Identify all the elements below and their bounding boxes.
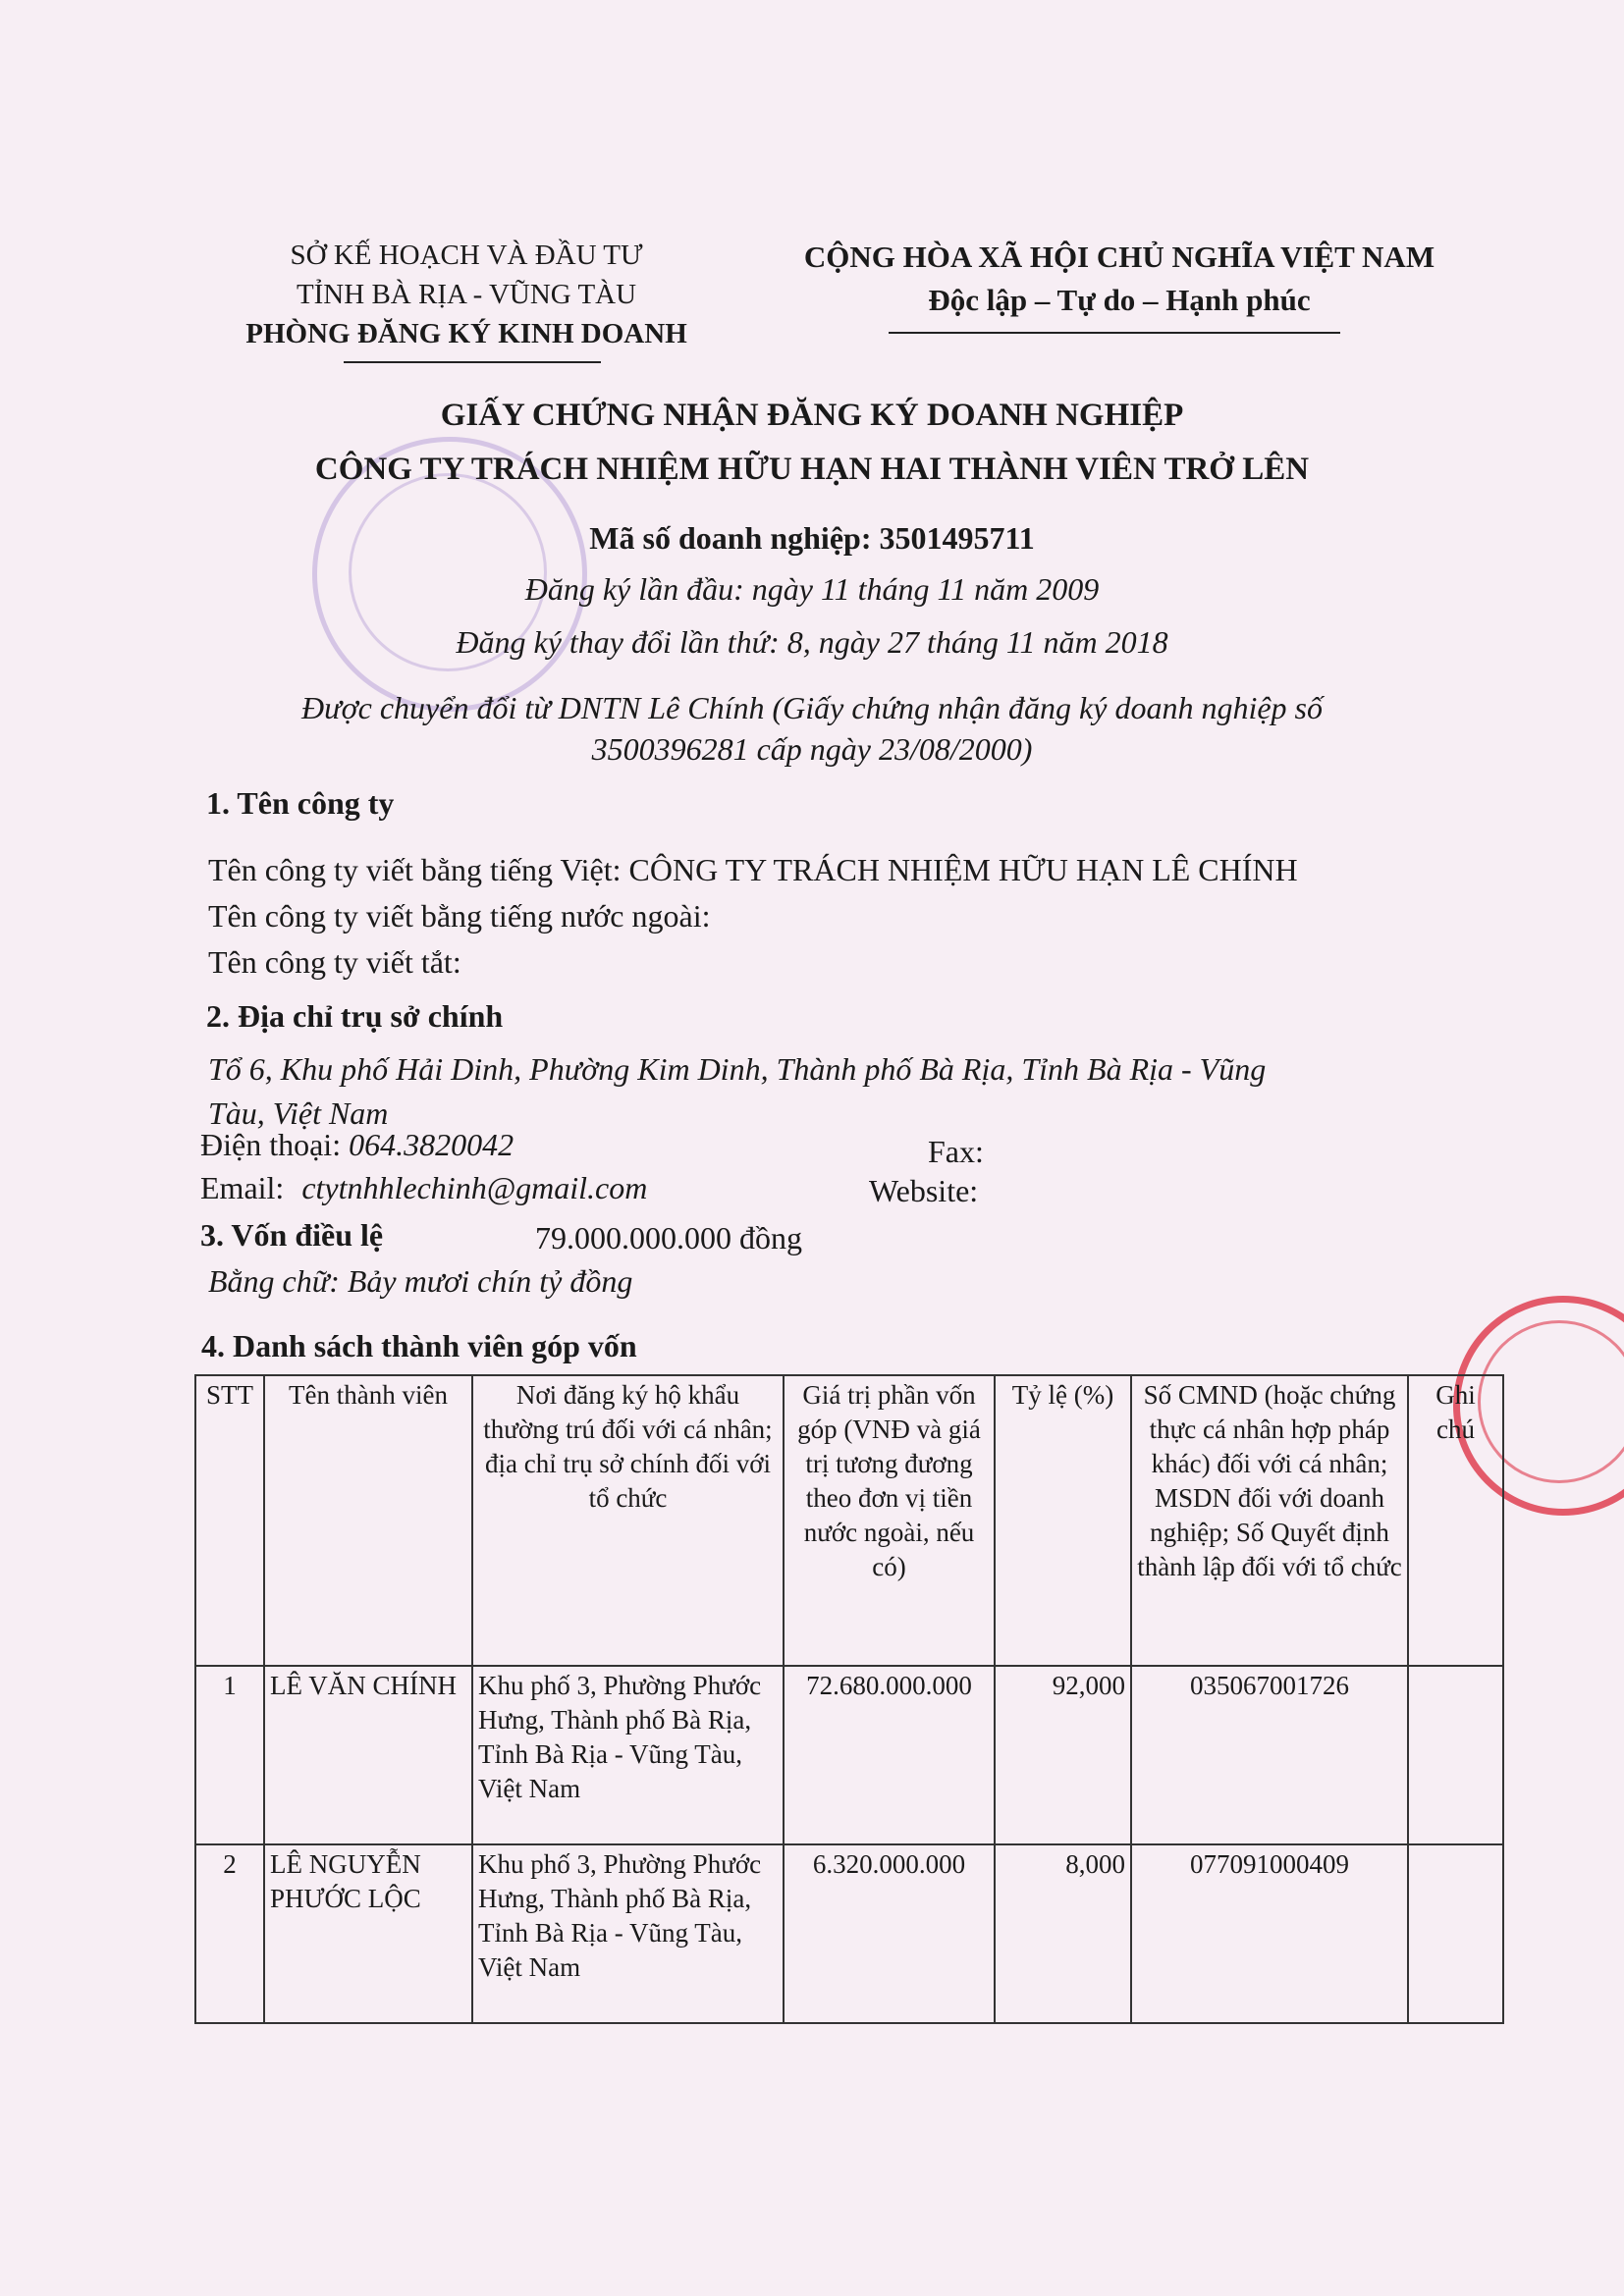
email-row <box>200 1170 647 1206</box>
section-2-heading: 2. Địa chỉ trụ sở chính <box>206 998 504 1034</box>
head-office-address <box>208 1047 1465 1136</box>
col-header-id-number: Số CMND (hoặc chứng thực cá nhân hợp pháp khác) đối với cá nhân; MSDN đối với doanh nghiệp; Số Quyết định thành lập đối với tổ chức <box>1131 1375 1408 1666</box>
phone-label: Điện thoại: <box>200 1127 342 1162</box>
cell-ratio: 8,000 <box>995 1844 1131 2023</box>
col-header-ratio: Tỷ lệ (%) <box>995 1375 1131 1666</box>
issuing-agency-block <box>211 236 722 353</box>
cell-member-name: LÊ NGUYỄN PHƯỚC LỘC <box>264 1844 472 2023</box>
col-header-note: Ghi chú <box>1408 1375 1503 1666</box>
table-row <box>195 1666 1503 1844</box>
charter-capital-words <box>208 1263 632 1300</box>
cell-ratio: 92,000 <box>995 1666 1131 1844</box>
website-label: Website: <box>869 1173 979 1208</box>
table-header-row <box>195 1375 1503 1666</box>
col-header-address: Nơi đăng ký hộ khẩu thường trú đối với cá nhân; địa chỉ trụ sở chính đối với tổ chức <box>472 1375 784 1666</box>
fax-label: Fax: <box>928 1134 984 1169</box>
section-1-heading: 1. Tên công ty <box>206 785 395 821</box>
col-header-member-name: Tên thành viên <box>264 1375 472 1666</box>
company-type-title: CÔNG TY TRÁCH NHIỆM HỮU HẠN HAI THÀNH VIÊN TRỞ LÊN <box>314 452 1310 487</box>
cell-capital: 72.680.000.000 <box>784 1666 995 1844</box>
charter-capital-amount: 79.000.000.000 đồng <box>535 1220 802 1255</box>
cell-note <box>1408 1666 1503 1844</box>
agency-line-3: PHÒNG ĐĂNG KÝ KINH DOANH <box>245 318 687 349</box>
agency-line-1: SỞ KẾ HOẠCH VÀ ĐẦU TƯ <box>290 240 643 271</box>
section-4-heading: 4. Danh sách thành viên góp vốn <box>201 1328 637 1363</box>
in-words-label: Bằng chữ: <box>208 1263 340 1299</box>
in-words-value: Bảy mươi chín tỷ đồng <box>347 1263 633 1299</box>
company-name-short: Tên công ty viết tắt: <box>208 944 461 980</box>
cell-id-number: 077091000409 <box>1131 1844 1408 2023</box>
enterprise-code: Mã số doanh nghiệp: 3501495711 <box>589 520 1035 556</box>
cell-address: Khu phố 3, Phường Phước Hưng, Thành phố Bà Rịa, Tỉnh Bà Rịa - Vũng Tàu, Việt Nam <box>472 1844 784 2023</box>
cell-address: Khu phố 3, Phường Phước Hưng, Thành phố Bà Rịa, Tỉnh Bà Rịa - Vũng Tàu, Việt Nam <box>472 1666 784 1844</box>
cell-stt: 1 <box>195 1666 264 1844</box>
agency-underline <box>344 361 601 363</box>
nation-name: CỘNG HÒA XÃ HỘI CHỦ NGHĨA VIỆT NAM <box>803 240 1435 274</box>
section-3-heading: 3. Vốn điều lệ <box>200 1217 384 1253</box>
change-registration-date: Đăng ký thay đổi lần thứ: 8, ngày 27 tháng 11 năm 2018 <box>456 624 1168 660</box>
address-line-1: Tổ 6, Khu phố Hải Dinh, Phường Kim Dinh, Thành phố Bà Rịa, Tỉnh Bà Rịa - Vũng <box>208 1051 1267 1087</box>
cell-member-name: LÊ VĂN CHÍNH <box>264 1666 472 1844</box>
address-line-2: Tàu, Việt Nam <box>208 1095 389 1131</box>
email-label: Email: <box>200 1170 285 1205</box>
email-value: ctytnhhlechinh@gmail.com <box>301 1170 648 1205</box>
company-name-vietnamese: Tên công ty viết bằng tiếng Việt: CÔNG TY TRÁCH NHIỆM HỮU HẠN LÊ CHÍNH <box>208 852 1298 887</box>
table-row <box>195 1844 1503 2023</box>
cell-capital: 6.320.000.000 <box>784 1844 995 2023</box>
agency-line-2: TỈNH BÀ RỊA - VŨNG TÀU <box>296 279 637 310</box>
conversion-note-line-2: 3500396281 cấp ngày 23/08/2000) <box>591 731 1033 767</box>
cell-stt: 2 <box>195 1844 264 2023</box>
col-header-capital: Giá trị phần vốn góp (VNĐ và giá trị tương đương theo đơn vị tiền nước ngoài, nếu có) <box>784 1375 995 1666</box>
conversion-note <box>157 687 1467 770</box>
nation-motto: Độc lập – Tự do – Hạnh phúc <box>928 283 1311 317</box>
motto-underline <box>889 332 1340 334</box>
members-table <box>194 1374 1504 2024</box>
cell-note <box>1408 1844 1503 2023</box>
col-header-stt: STT <box>195 1375 264 1666</box>
company-name-foreign: Tên công ty viết bằng tiếng nước ngoài: <box>208 898 711 934</box>
phone-value: 064.3820042 <box>349 1127 514 1162</box>
national-motto-block <box>776 236 1463 322</box>
conversion-note-line-1: Được chuyển đổi từ DNTN Lê Chính (Giấy chứng nhận đăng ký doanh nghiệp số <box>301 690 1323 725</box>
phone-row <box>200 1127 514 1163</box>
certificate-title: GIẤY CHỨNG NHẬN ĐĂNG KÝ DOANH NGHIỆP <box>440 398 1184 433</box>
first-registration-date: Đăng ký lần đầu: ngày 11 tháng 11 năm 2009 <box>524 571 1100 607</box>
cell-id-number: 035067001726 <box>1131 1666 1408 1844</box>
